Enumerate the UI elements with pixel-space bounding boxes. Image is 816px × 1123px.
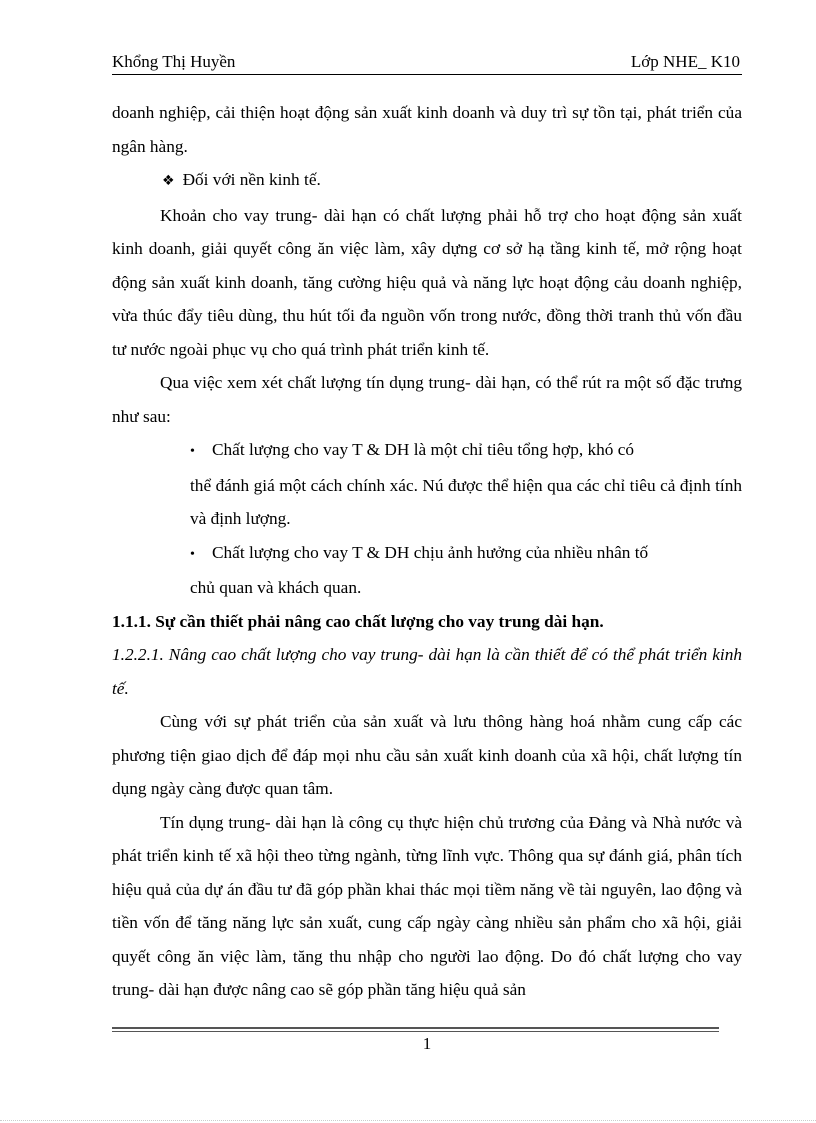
paragraph-economy: Khoản cho vay trung- dài hạn có chất lượng phải hỗ trợ cho hoạt động sản xuất kinh doanh, giải quyết công ăn việc làm, xây dựng cơ sở hạ tầng kinh tế, mở rộng hoạt động sản xuất kinh doanh, tăng cường hiệu quả và năng lực hoạt động cảu doanh nghiệp, vừa thúc đẩy tiêu dùng, thu hút tối đa nguồn vốn trong nước, đồng thời tranh thủ vốn đầu tư nước ngoài phục vụ cho quá trình phát triển kinh tế. (112, 205, 742, 359)
paragraph-credit-tool: Tín dụng trung- dài hạn là công cụ thực hiện chủ trương của Đảng và Nhà nước và phát triển kinh tế xã hội theo từng ngành, từng lĩnh vực. Thông qua sự đánh giá, phân tích hiệu quả của dự án đầu tư đã góp phần khai thác mọi tiềm năng về tài nguyên, lao động và tiền vốn để tăng năng lực sản xuất, cung cấp ngày càng nhiều sản phẩm cho xã hội, giải quyết công ăn việc làm, tăng thu nhập cho người lao động. Do đó chất lượng cho vay trung- dài hạn được nâng cao sẽ góp phần tăng hiệu quả sản (112, 812, 742, 999)
section-heading: 1.1.1. Sự cần thiết phải nâng cao chất lượng cho vay trung dài hạn. (112, 611, 604, 631)
paragraph-production: Cùng với sự phát triển của sản xuất và lưu thông hàng hoá nhằm cung cấp các phương tiện giao dịch để đáp mọi nhu cầu sản xuất kinh doanh của xã hội, chất lượng tín dụng ngày càng được quan tâm. (112, 712, 742, 798)
header-rule (112, 74, 742, 75)
bullet-rest-text: thể đánh giá một cách chính xác. Nú được thể hiện qua các chỉ tiêu cả định tính và định lượng. (190, 475, 742, 528)
body-text (112, 96, 742, 1007)
page-edge-divider (0, 1120, 816, 1121)
bullet-item (112, 536, 742, 605)
paragraph-continuation: doanh nghiệp, cải thiện hoạt động sản xuất kinh doanh và duy trì sự tồn tại, phát triển của ngân hàng. (112, 103, 742, 156)
bullet-first-line (190, 433, 742, 469)
header-author: Khổng Thị Huyền (112, 52, 236, 71)
bullet-rest-text: chủ quan và khách quan. (190, 578, 362, 597)
subheading-text: Đối với nền kinh tế. (182, 170, 321, 189)
bullet-first-line (190, 536, 742, 572)
bullet-first-text: Chất lượng cho vay T & DH là một chỉ tiêu tổng hợp, khó có (212, 440, 635, 459)
paragraph-characteristics-intro: Qua việc xem xét chất lượng tín dụng trung- dài hạn, có thể rút ra một số đặc trưng như sau: (112, 373, 742, 426)
subheading-economy (112, 163, 742, 199)
diamond-bullet-icon: ❖ (162, 173, 175, 189)
italic-subsection-heading: 1.2.2.1. Nâng cao chất lượng cho vay trung- dài hạn là cần thiết để có thể phát triển kinh tế. (112, 645, 742, 698)
header-class-label: Lớp NHE_ K10 (630, 52, 740, 71)
bullet-first-text: Chất lượng cho vay T & DH chịu ảnh hưởng của nhiều nhân tố (212, 542, 649, 562)
footer-rule-thick (112, 1027, 719, 1029)
footer-rule-thin (112, 1031, 719, 1032)
bullet-dot-icon: • (190, 546, 195, 562)
page-number: 1 (422, 1034, 432, 1053)
bullet-item (112, 433, 742, 536)
bullet-dot-icon: • (190, 444, 195, 459)
